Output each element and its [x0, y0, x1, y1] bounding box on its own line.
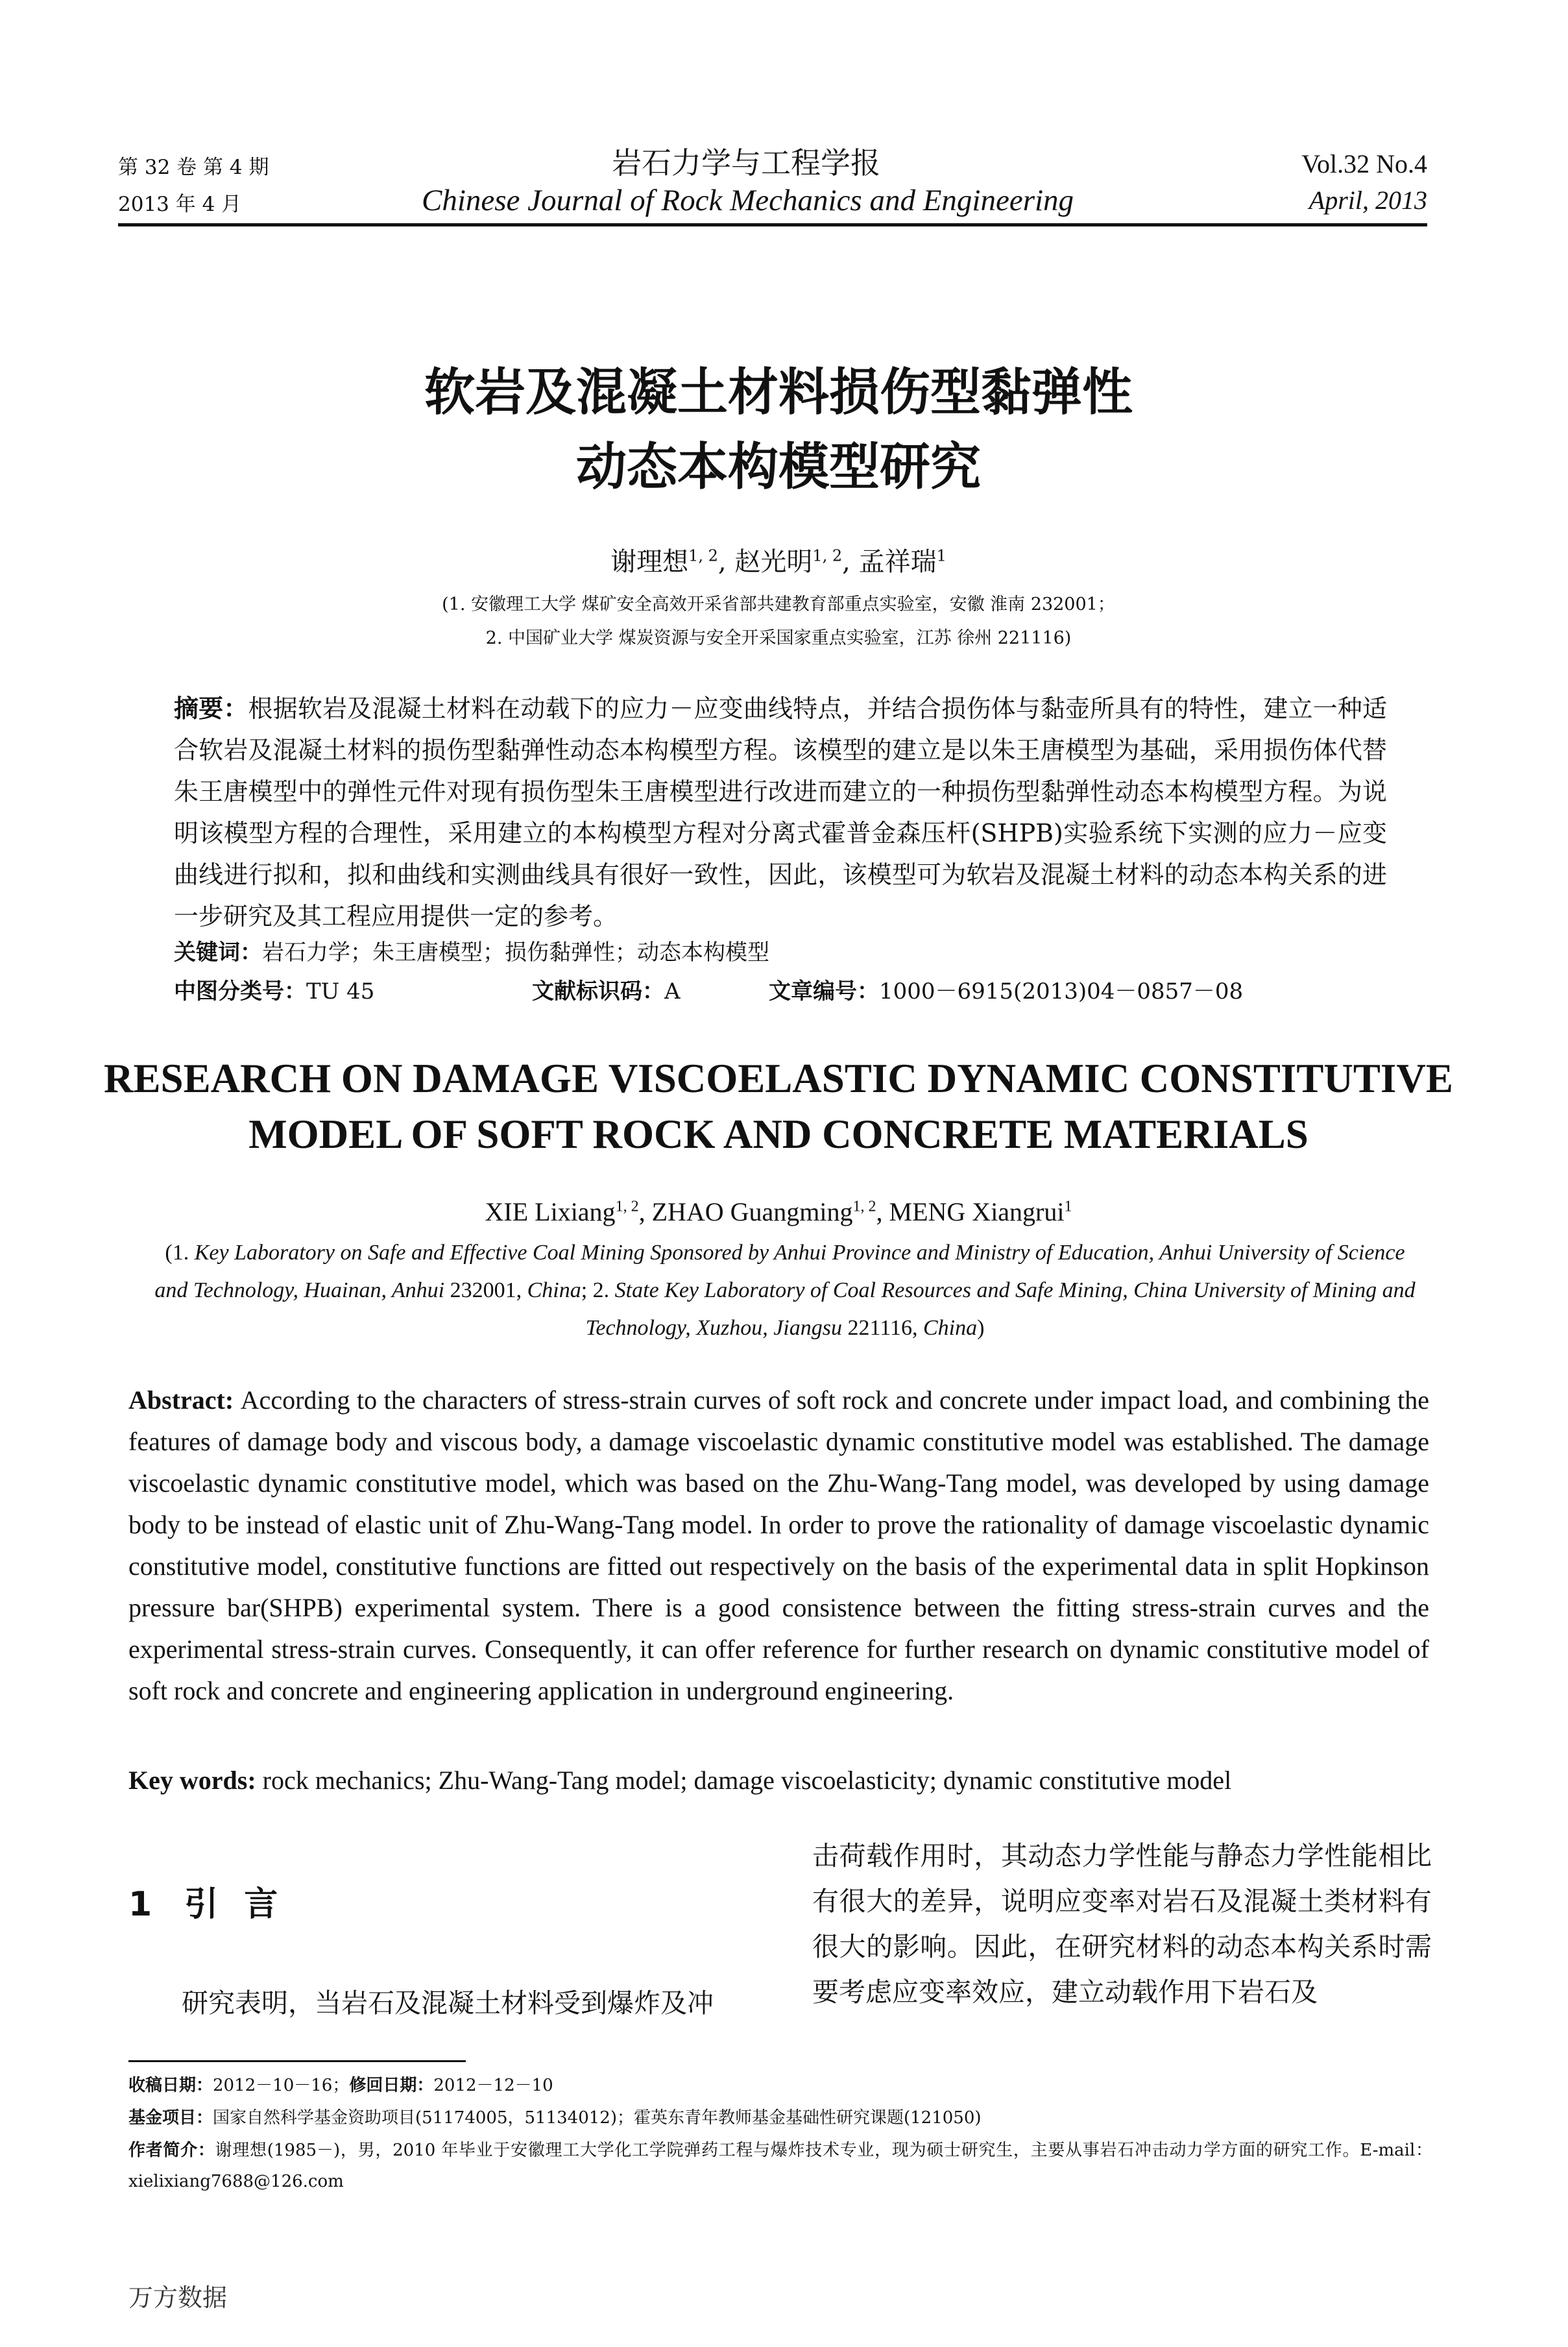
affil-en-zip-1: 232001 — [450, 1278, 516, 1302]
received-date: 2012－10－16； — [213, 2076, 350, 2095]
abstract-en — [128, 1380, 1429, 1712]
author-sep: , — [842, 547, 859, 577]
section-1-left-column: 研究表明，当岩石及混凝土材料受到爆炸及冲 — [182, 1988, 714, 2019]
affiliation-cn-line-1: (1. 安徽理工大学 煤矿安全高效开采省部共建教育部重点实验室，安徽 淮南 232001； — [442, 594, 1115, 614]
keywords-cn — [174, 932, 769, 973]
classification-clc — [174, 971, 374, 1012]
keywords-en — [128, 1760, 1231, 1801]
author-3-cn-affil: 1 — [936, 546, 947, 565]
affil-en-country-2: China — [923, 1316, 978, 1340]
section-1-number: 1 — [128, 1885, 152, 1924]
header-journal-title-cn: 岩石力学与工程学报 — [612, 145, 880, 180]
author-3-cn: 孟祥瑞 — [858, 547, 937, 577]
clc-value: TU 45 — [306, 979, 375, 1004]
authors-en — [130, 1194, 1427, 1230]
article-no-value: 1000－6915(2013)04－0857－08 — [879, 979, 1244, 1004]
author-3-en-affil: 1 — [1064, 1198, 1072, 1215]
affiliations-en — [149, 1234, 1421, 1347]
keywords-cn-text: 岩石力学；朱王唐模型；损伤黏弹性；动态本构模型 — [262, 940, 769, 966]
header-rule — [118, 223, 1427, 226]
section-1-title: 引言 — [184, 1885, 304, 1924]
header-volume-issue-en: Vol.32 No.4 — [1301, 149, 1427, 178]
abstract-cn-label: 摘要： — [174, 694, 248, 723]
title-cn-line-1: 软岩及混凝土材料损伤型黏弹性 — [424, 363, 1133, 422]
fund-text: 国家自然科学基金资助项目(51174005，51134012)；霍英东青年教师基金基础性研究课题(121050) — [213, 2108, 982, 2128]
affil-en-zip-2: 221116 — [847, 1316, 912, 1340]
clc-label: 中图分类号： — [174, 979, 306, 1004]
bio-label: 作者简介： — [128, 2141, 215, 2160]
doc-code-label: 文献标识码： — [532, 979, 664, 1004]
header-date-en: April, 2013 — [1309, 186, 1427, 215]
affil-en-country-1: China — [527, 1278, 581, 1302]
header-journal-title-en: Chinese Journal of Rock Mechanics and Engineering — [422, 184, 1074, 217]
author-sep: , — [718, 547, 735, 577]
authors-cn — [130, 544, 1427, 580]
footnote-rule — [128, 2060, 466, 2062]
abstract-en-text: According to the characters of stress-strain curves of soft rock and concrete under impact load, and combining the features of damage body and viscous body, a damage viscoelastic dynamic constitutive model was established. The damage viscoelastic dynamic constitutive model, which was based on the Zhu-Wang-Tang model, was developed by using damage body to be instead of elastic unit of Zhu-Wang-Tang model. In order to prove the rationality of damage viscoelastic dynamic constitutive model, constitutive functions are fitted out respectively on the basis of the experimental data in split Hopkinson pressure bar(SHPB) experimental system. There is a good consistence between the fitting stress-strain curves and the experimental stress-strain curves. Consequently, it can offer reference for further research on dynamic constitutive model of soft rock and concrete and engineering application in underground engineering. — [128, 1385, 1429, 1705]
classification-article-no — [769, 971, 1243, 1012]
author-1-en-affil: 1, 2 — [615, 1198, 639, 1215]
author-sep: , — [638, 1197, 652, 1226]
header-volume-issue-cn: 第 32 卷 第 4 期 — [118, 156, 269, 179]
affil-en-open: (1. — [165, 1241, 195, 1265]
section-1-right-column: 击荷载作用时，其动态力学性能与静态力学性能相比有很大的差异，说明应变率对岩石及混凝土类材料有很大的影响。因此，在研究材料的动态本构关系时需要考虑应变率效应，建立动载作用下岩石及 — [812, 1840, 1432, 2008]
author-2-en: ZHAO Guangming — [651, 1197, 853, 1226]
abstract-cn — [174, 688, 1387, 937]
title-en-line-1: RESEARCH ON DAMAGE VISCOELASTIC DYNAMIC CONSTITUTIVE — [104, 1056, 1453, 1101]
author-1-cn-affil: 1, 2 — [688, 546, 718, 565]
author-2-en-affil: 1, 2 — [852, 1198, 876, 1215]
affil-en-mid: ; 2. — [581, 1278, 615, 1302]
title-cn-line-2: 动态本构模型研究 — [575, 438, 981, 496]
keywords-cn-label: 关键词： — [174, 940, 262, 966]
affiliation-cn-line-2: 2. 中国矿业大学 煤炭资源与安全开采国家重点实验室，江苏 徐州 221116) — [485, 628, 1072, 648]
affil-en-part-1: Key Laboratory on Safe and Effective Coal Mining Sponsored by Anhui Province and Ministry of Education, Anhui University of Science and Technology, Huainan, Anhui — [154, 1241, 1405, 1302]
doc-code-value: A — [664, 979, 681, 1004]
affil-en-sep: , — [516, 1278, 527, 1302]
received-label: 收稿日期： — [128, 2076, 213, 2095]
author-2-cn-affil: 1, 2 — [812, 546, 843, 565]
article-no-label: 文章编号： — [769, 979, 879, 1004]
footnote-dates — [128, 2070, 1432, 2101]
watermark: 万方数据 — [128, 2283, 228, 2312]
author-1-en: XIE Lixiang — [485, 1197, 616, 1226]
author-sep: , — [876, 1197, 889, 1226]
section-1-heading — [128, 1882, 304, 1927]
revised-label: 修回日期： — [349, 2076, 434, 2095]
affil-en-close: ) — [977, 1316, 985, 1340]
revised-date: 2012－12－10 — [433, 2076, 553, 2095]
affil-en-part-2: State Key Laboratory of Coal Resources and Safe Mining, China University of Mining and Technology, Xuzhou, Jiangsu — [585, 1278, 1416, 1340]
footnote-author-bio — [128, 2135, 1432, 2197]
fund-label: 基金项目： — [128, 2108, 213, 2128]
title-en-line-2: MODEL OF SOFT ROCK AND CONCRETE MATERIALS — [248, 1112, 1309, 1157]
author-1-cn: 谢理想 — [610, 547, 689, 577]
classification-doc-code — [532, 971, 681, 1012]
abstract-en-label: Abstract: — [128, 1385, 241, 1415]
header-date-cn: 2013 年 4 月 — [118, 193, 242, 216]
affil-en-sep: , — [911, 1316, 923, 1340]
footnote-funding — [128, 2102, 1432, 2134]
bio-text: 谢理想(1985－)，男，2010 年毕业于安徽理工大学化工学院弹药工程与爆炸技术专业，现为硕士研究生，主要从事岩石冲击动力学方面的研究工作。E-mail：xielixiang7688@126.com — [128, 2141, 1432, 2191]
abstract-cn-text: 根据软岩及混凝土材料在动载下的应力－应变曲线特点，并结合损伤体与黏壶所具有的特性，建立一种适合软岩及混凝土材料的损伤型黏弹性动态本构模型方程。该模型的建立是以朱王唐模型为基础，采用损伤体代替朱王唐模型中的弹性元件对现有损伤型朱王唐模型进行改进而建立的一种损伤型黏弹性动态本构模型方程。为说明该模型方程的合理性，采用建立的本构模型方程对分离式霍普金森压杆(SHPB)实验系统下实测的应力－应变曲线进行拟和，拟和曲线和实测曲线具有很好一致性，因此，该模型可为软岩及混凝土材料的动态本构关系的进一步研究及其工程应用提供一定的参考。 — [174, 694, 1387, 930]
author-2-cn: 赵光明 — [734, 547, 813, 577]
keywords-en-label: Key words: — [128, 1766, 263, 1795]
author-3-en: MENG Xiangrui — [889, 1197, 1065, 1226]
keywords-en-text: rock mechanics; Zhu-Wang-Tang model; damage viscoelasticity; dynamic constitutive model — [262, 1766, 1232, 1795]
